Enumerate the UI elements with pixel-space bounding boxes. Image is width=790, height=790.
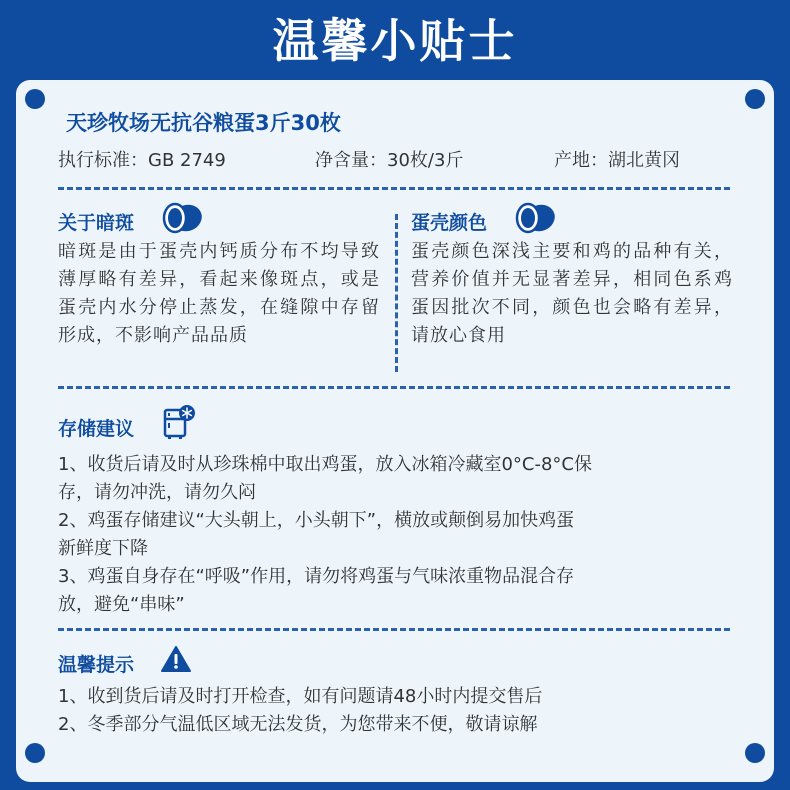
section-title-shell-color: 蛋壳颜色 — [411, 212, 488, 234]
spec-net-content: 净含量：30枚/3斤 — [315, 150, 464, 171]
section-title-storage: 存储建议 — [58, 418, 135, 440]
corner-dot-bottom-left — [25, 743, 45, 763]
divider — [58, 628, 730, 631]
egg-icon — [513, 202, 561, 234]
page-title: 温馨小贴士 — [272, 14, 518, 68]
product-title: 天珍牧场无抗谷粮蛋3斤30枚 — [66, 111, 341, 135]
storage-item-1-line-1: 1、收货后请及时从珍珠棉中取出鸡蛋，放入冰箱冷藏室0°C-8°C保 — [58, 454, 592, 475]
section-title-spots: 关于暗斑 — [58, 212, 135, 234]
divider — [58, 386, 730, 389]
egg-icon — [160, 202, 208, 234]
shell-color-text: 蛋壳颜色深浅主要和鸡的品种有关，营养价值并无显著差异，相同色系鸡蛋因批次不同，颜色也会略有差异，请放心食用 — [411, 241, 733, 346]
corner-dot-top-left — [25, 89, 45, 109]
storage-item-3-line-1: 3、鸡蛋自身存在“呼吸”作用，请勿将鸡蛋与气味浓重物品混合存 — [58, 566, 575, 587]
warning-icon — [160, 645, 192, 673]
spots-text: 暗斑是由于蛋壳内钙质分布不均导致薄厚略有差异，看起来像斑点，或是蛋壳内水分停止蒸发，在缝隙中存留形成，不影响产品品质 — [58, 241, 380, 346]
vertical-divider — [395, 214, 398, 372]
tip-item-1: 1、收到货后请及时打开检查，如有问题请48小时内提交售后 — [58, 686, 543, 707]
storage-item-2-line-1: 2、鸡蛋存储建议“大头朝上，小头朝下”，横放或颠倒易加快鸡蛋 — [58, 510, 575, 531]
spec-standard: 执行标准：GB 2749 — [58, 150, 226, 171]
spec-origin: 产地：湖北黄冈 — [554, 150, 680, 171]
divider — [58, 187, 730, 190]
storage-item-3-line-2: 放，避免“串味” — [58, 594, 185, 615]
corner-dot-bottom-right — [745, 743, 765, 763]
storage-item-1-line-2: 存，请勿冲洗，请勿久闷 — [58, 482, 256, 503]
tip-item-2: 2、冬季部分气温低区域无法发货，为您带来不便，敬请谅解 — [58, 714, 538, 735]
section-title-tips: 温馨提示 — [58, 654, 135, 676]
storage-item-2-line-2: 新鲜度下降 — [58, 538, 148, 559]
fridge-icon — [162, 404, 198, 440]
corner-dot-top-right — [745, 89, 765, 109]
